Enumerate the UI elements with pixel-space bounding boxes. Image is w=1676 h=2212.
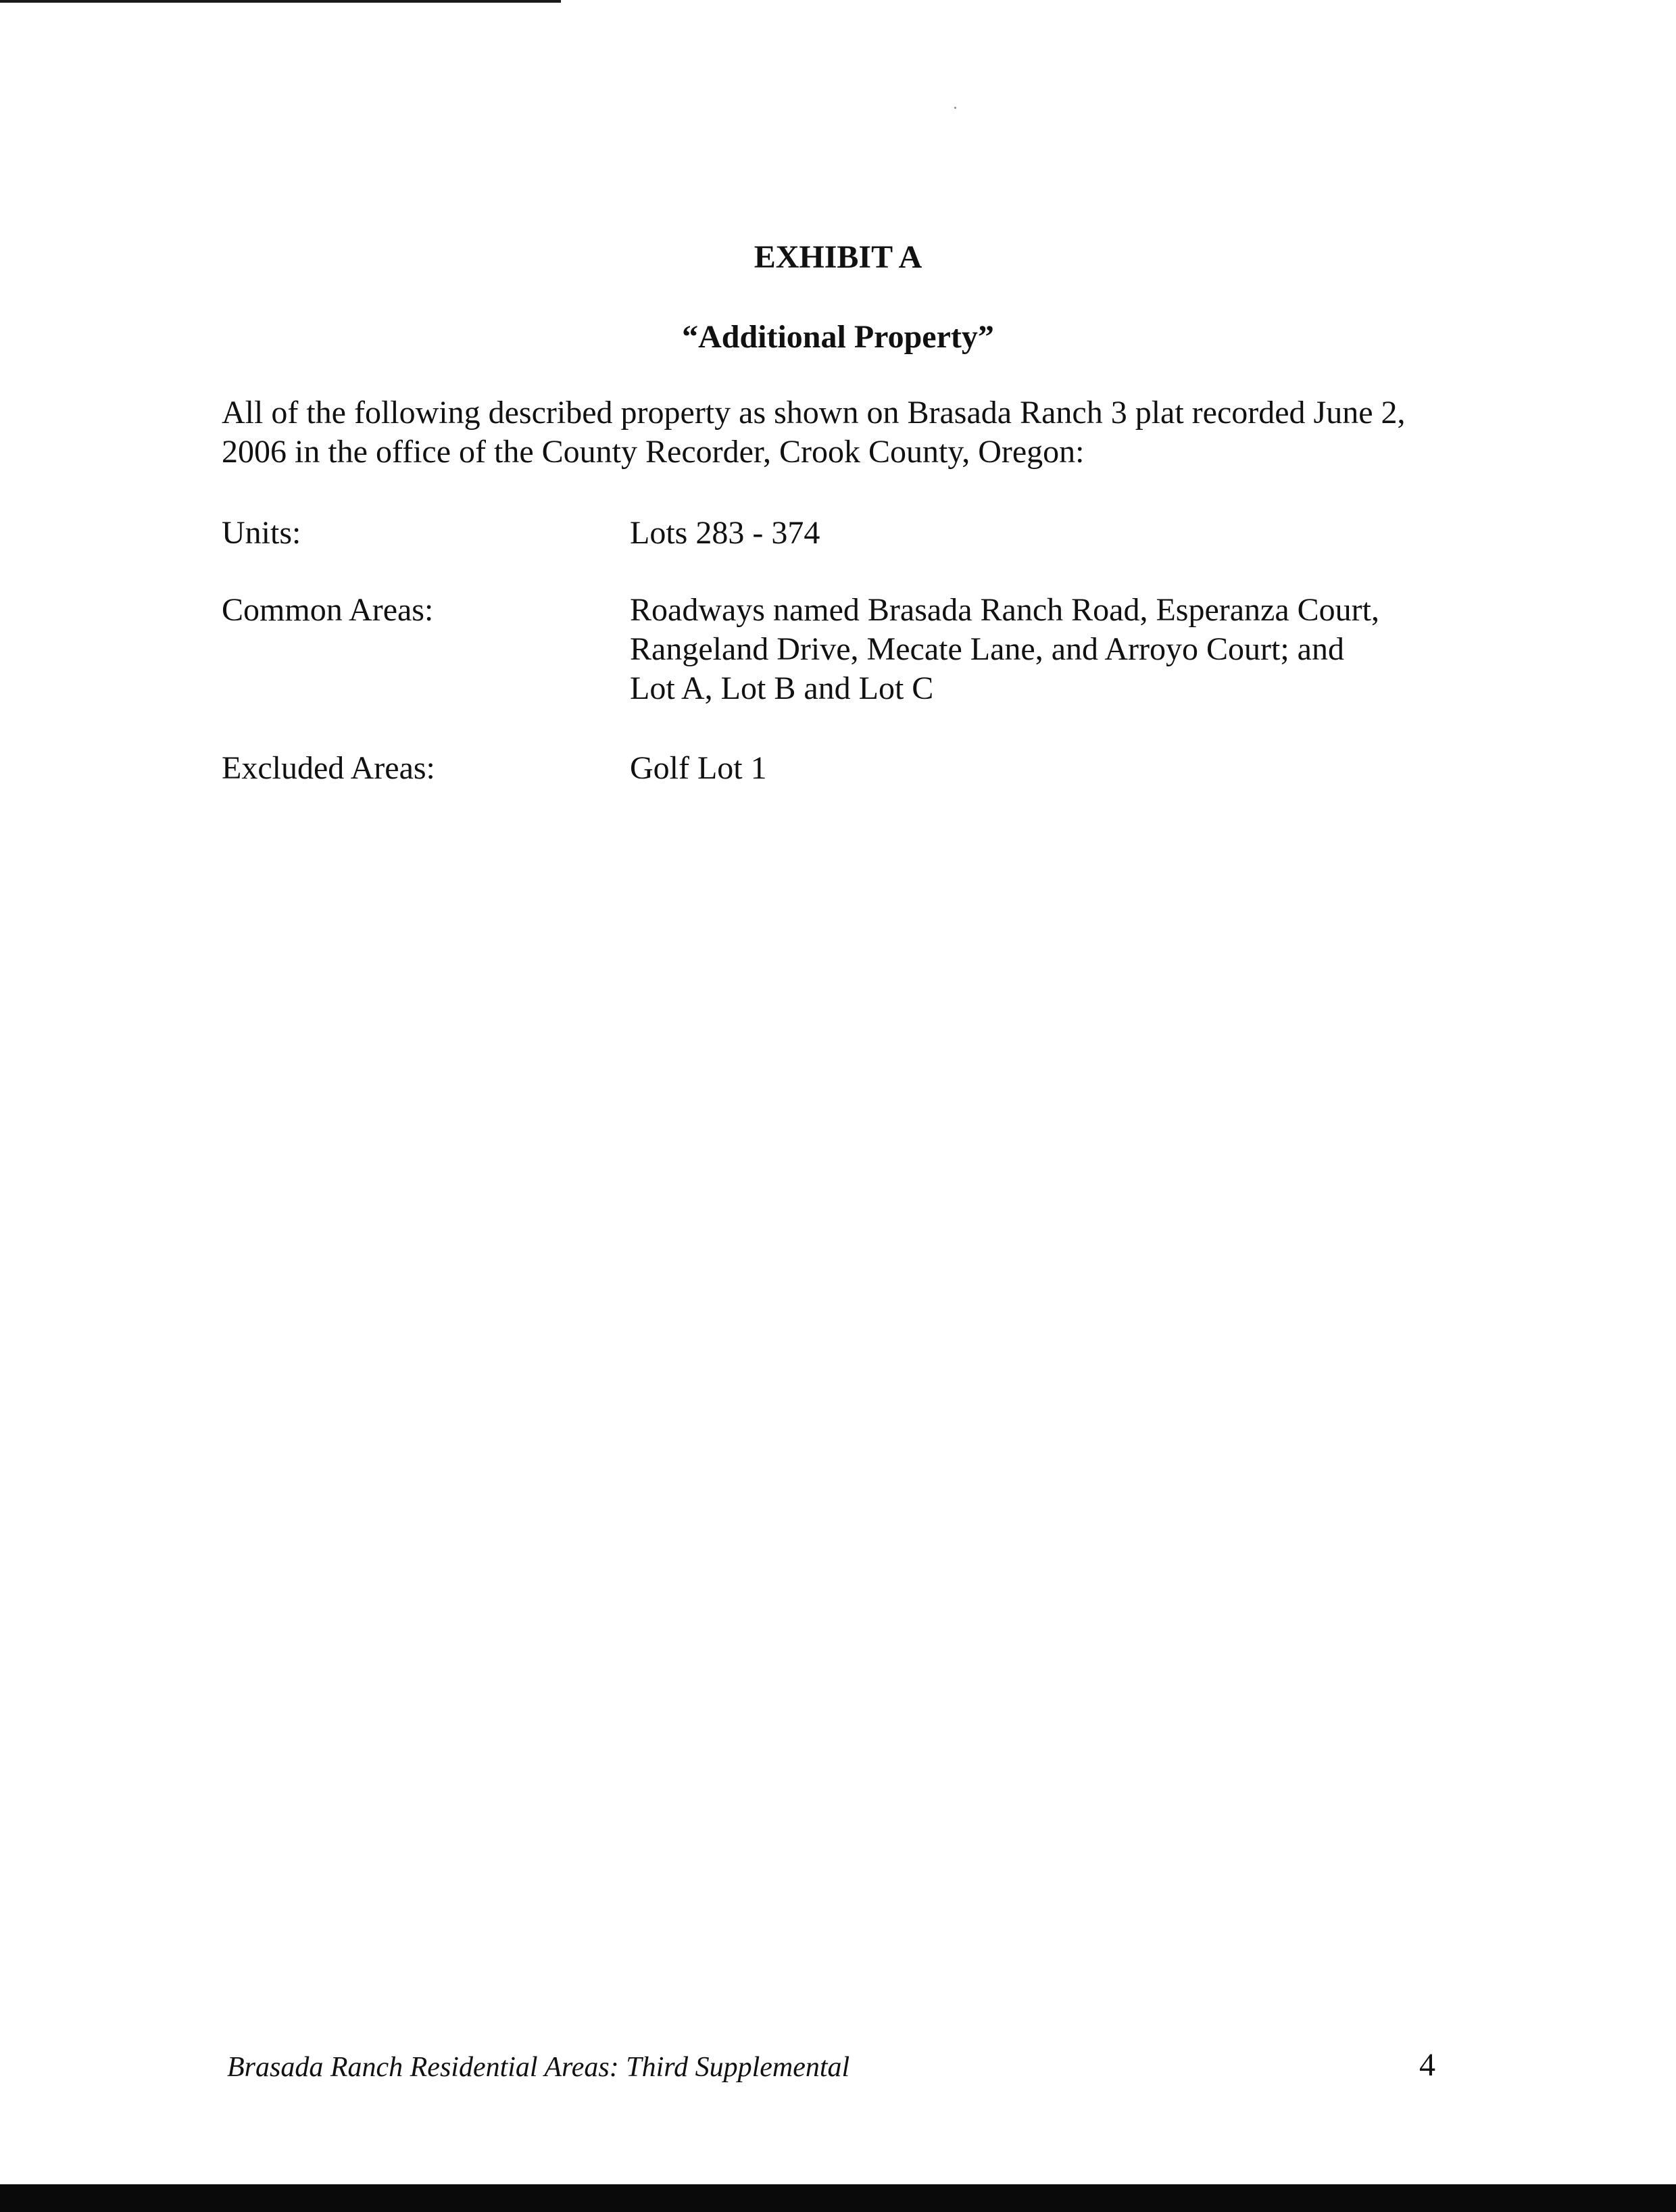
units-value — [630, 514, 1508, 553]
common-areas-value-line: Roadways named Brasada Ranch Road, Esperanza Court, — [630, 592, 1379, 628]
units-label: Units: — [222, 515, 301, 551]
units-value-line: Lots 283 - 374 — [630, 515, 820, 551]
scan-speck — [954, 107, 956, 109]
intro-line: 2006 in the office of the County Recorder, Crook County, Oregon: — [222, 434, 1085, 470]
scan-bottom-bar — [0, 2184, 1676, 2212]
page-number: 4 — [1419, 2047, 1435, 2083]
common-areas-value-line: Lot A, Lot B and Lot C — [630, 670, 934, 706]
common-areas-value-line: Rangeland Drive, Mecate Lane, and Arroyo Court; and — [630, 631, 1344, 667]
excluded-areas-label: Excluded Areas: — [222, 750, 435, 786]
excluded-areas-value-line: Golf Lot 1 — [630, 750, 767, 786]
common-areas-value — [630, 591, 1508, 708]
page-title: EXHIBIT A — [754, 239, 922, 275]
excluded-areas-value — [630, 749, 1508, 788]
page-subtitle: “Additional Property” — [682, 319, 994, 355]
common-areas-label: Common Areas: — [222, 592, 434, 628]
footer-document-title: Brasada Ranch Residential Areas: Third Supplemental — [227, 2052, 850, 2083]
intro-paragraph — [222, 393, 1479, 472]
scan-edge-line — [0, 0, 561, 3]
intro-line: All of the following described property as shown on Brasada Ranch 3 plat recorded June 2, — [222, 395, 1406, 431]
